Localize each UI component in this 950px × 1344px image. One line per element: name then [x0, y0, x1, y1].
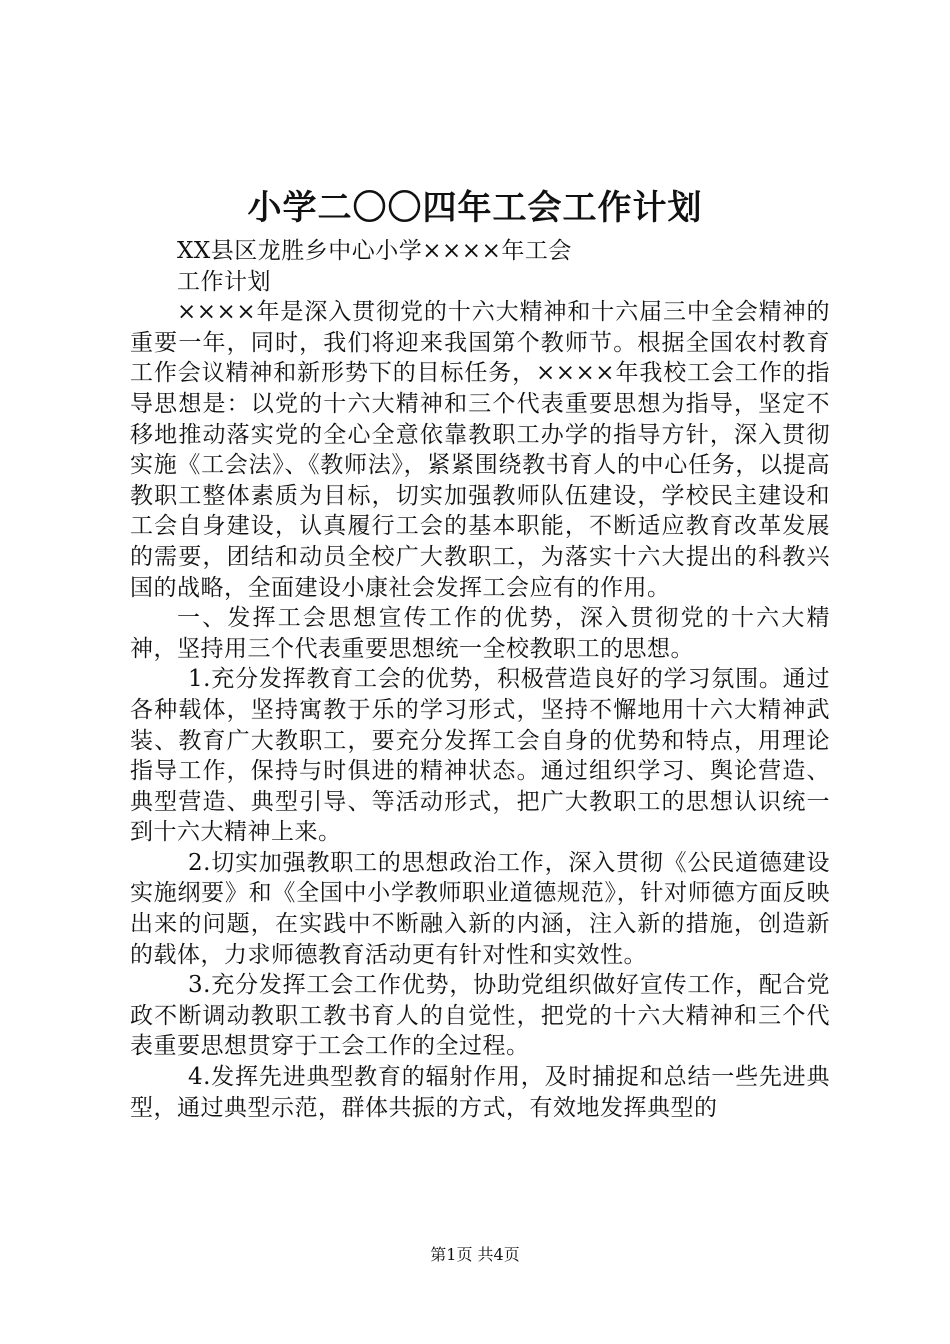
paragraph-item-3: 3.充分发挥工会工作优势，协助党组织做好宣传工作，配合党政不断调动教职工教书育人的自觉性，把党的十六大精神和三个代表重要思想贯穿于工会工作的全过程。 — [130, 972, 830, 1060]
subtitle-line-2: 工作计划 — [177, 268, 271, 295]
paragraph-item-4: 4.发挥先进典型教育的辐射作用，及时捕捉和总结一些先进典型，通过典型示范，群体共振的方式，有效地发挥典型的 — [130, 1064, 830, 1121]
section-heading-1: 一、发挥工会思想宣传工作的优势，深入贯彻党的十六大精神，坚持用三个代表重要思想统一全校教职工的思想。 — [130, 605, 830, 662]
paragraph-item-1: 1.充分发挥教育工会的优势，积极营造良好的学习氛围。通过各种载体，坚持寓教于乐的学习形式，坚持不懈地用十六大精神武装、教育广大教职工，要充分发挥工会自身的优势和特点，用理论指导工作，保持与时俱进的精神状态。通过组织学习、舆论营造、典型营造、典型引导、等活动形式，把广大教职工的思想认识统一到十六大精神上来。 — [130, 666, 830, 846]
subtitle-line-1: XX县区龙胜乡中心小学××××年工会 — [177, 238, 572, 264]
paragraph-item-2: 2.切实加强教职工的思想政治工作，深入贯彻《公民道德建设实施纲要》和《全国中小学教师职业道德规范》，针对师德方面反映出来的问题，在实践中不断融入新的内涵，注入新的措施，创造新的载体，力求师德教育活动更有针对性和实效性。 — [130, 849, 830, 968]
document-body — [130, 236, 830, 1123]
page-footer: 第1页 共4页 — [430, 1245, 520, 1264]
paragraph-intro: ××××年是深入贯彻党的十六大精神和十六届三中全会精神的重要一年，同时，我们将迎来我国第个教师节。根据全国农村教育工作会议精神和新形势下的目标任务，××××年我校工会工作的指导思想是：以党的十六大精神和三个代表重要思想为指导，坚定不移地推动落实党的全心全意依靠教职工办学的指导方针，深入贯彻实施《工会法》、《教师法》，紧紧围绕教书育人的中心任务，以提高教职工整体素质为目标，切实加强教师队伍建设，学校民主建设和工会自身建设，认真履行工会的基本职能，不断适应教育改革发展的需要，团结和动员全校广大教职工，为落实十六大提出的科教兴国的战略，全面建设小康社会发挥工会应有的作用。 — [130, 299, 830, 601]
document-title: 小学二〇〇四年工会工作计划 — [247, 188, 703, 228]
